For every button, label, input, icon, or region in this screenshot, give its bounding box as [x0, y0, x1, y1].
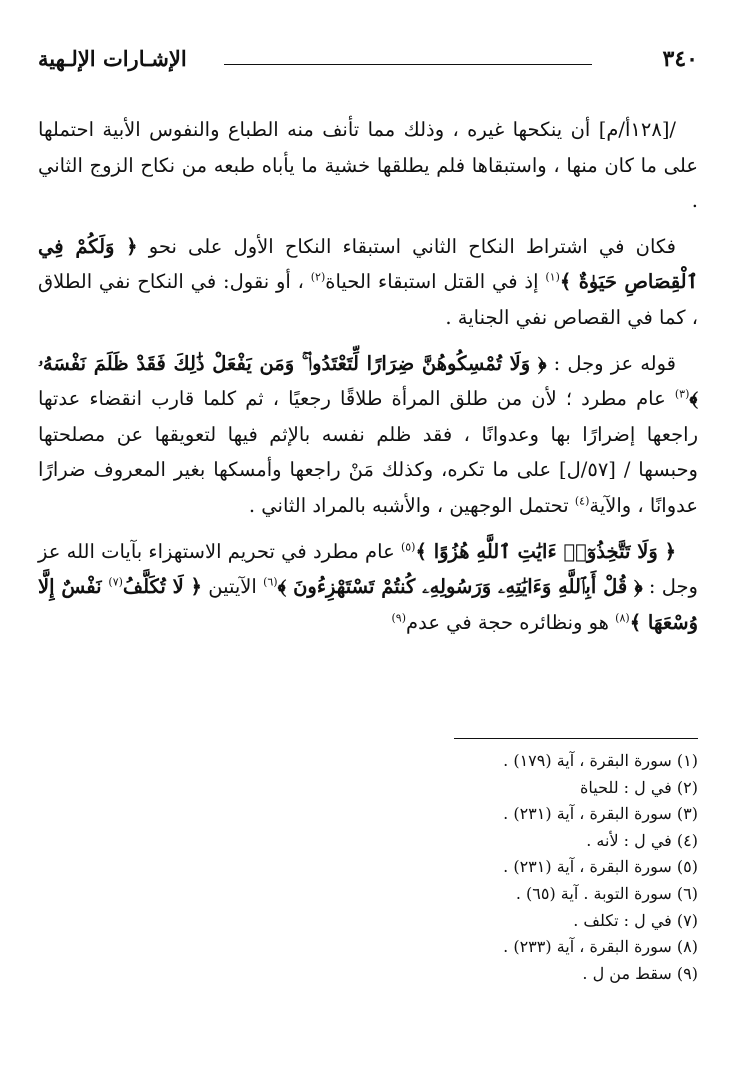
paragraph-2-text-a: فكان في اشتراط النكاح الثاني استبقاء النكاح الأول على نحو [148, 234, 676, 258]
quran-verse-1: ﴿ وَلَكُمْ فِي ٱلْقِصَاصِ حَيَوٰةٌ ﴾ [38, 234, 698, 294]
footnote-ref-3: (٣) [674, 387, 690, 401]
footnote-ref-9: (٩) [391, 611, 407, 625]
footnote-ref-6: (٦) [263, 575, 278, 589]
footnote-9: (٩) سقط من ل . [582, 963, 698, 983]
footnote-4: (٤) في ل : لأنه . [586, 830, 698, 850]
footnote-ref-7: (٧) [108, 575, 123, 589]
page-header [38, 44, 698, 80]
quran-verse-5b: نَفْسٌ إِلَّا وُسْعَهَا ﴾ [38, 575, 698, 634]
footnote-separator [454, 738, 698, 739]
paragraph-4 [38, 534, 698, 641]
footnote-ref-2: (٢) [310, 270, 326, 284]
footnote-3: (٣) سورة البقرة ، آية (٢٣١) . [503, 804, 698, 824]
footnote-6: (٦) سورة التوبة . آية (٦٥) . [515, 883, 698, 903]
running-title: الإشـارات الإلـهية [38, 46, 187, 71]
footnote-ref-8: (٨) [615, 611, 630, 625]
paragraph-4-text-c: هو ونظائره حجة في عدم [406, 610, 616, 634]
footnote-8: (٨) سورة البقرة ، آية (٢٣٣) . [503, 937, 698, 957]
footnote-1: (١) سورة البقرة ، آية (١٧٩) . [503, 751, 698, 770]
header-rule [224, 64, 592, 65]
paragraph-3 [38, 346, 698, 524]
quran-verse-2: ﴿ وَلَا تُمْسِكُوهُنَّ ضِرَارًا لِّتَعْتَدُوا۟ ۚ وَمَن يَفْعَلْ ذَٰلِكَ فَقَدْ ظَلَمَ نَفْسَهُۥ ﴾ [38, 351, 698, 411]
paragraph-3-text-a: قوله عز وجل : [546, 351, 676, 375]
footnotes [300, 748, 698, 987]
footnote-ref-5: (٥) [400, 540, 416, 554]
page-number: ٣٤٠ [662, 46, 698, 72]
paragraph-2-text-b: إذ في القتل استبقاء الحياة [325, 270, 546, 294]
paragraph-2-text-c: ، أو نقول: في النكاح نفي الطلاق ، كما في القصاص نفي الجناية . [38, 270, 698, 329]
paragraph-2 [38, 229, 698, 336]
footnote-5: (٥) سورة البقرة ، آية (٢٣١) . [503, 857, 698, 877]
paragraph-3-text-b: عام مطرد ؛ لأن من طلق المرأة طلاقًا رجعيًا ، ثم كلما قارب انقضاء عدتها راجعها إضرارًا بها وعدوانًا ، فقد ظلم نفسه بالإثم فيها لتعويقها عن مصلحتها وحبسها / [٥٧/ل] على ما تكره، وكذلك مَنْ راجعها وأمسكها بغير المعروف ضرارًا عدوانًا ، والآية [38, 387, 698, 517]
quran-verse-4: ﴿ قُلْ أَبِٱللَّهِ وَءَايَٰتِهِۦ وَرَسُولِهِۦ كُنتُمْ تَسْتَهْزِءُونَ ﴾ [277, 575, 643, 599]
footnote-7: (٧) في ل : تكلف . [573, 910, 698, 930]
quran-verse-3: ﴿ وَلَا تَتَّخِذُوٓا۟ ءَايَٰتِ ٱللَّهِ هُزُوًا ﴾ [415, 539, 676, 563]
paragraph-1 [38, 112, 698, 219]
footnote-2: (٢) في ل : للحياة [579, 777, 698, 797]
paragraph-3-text-c: تحتمل الوجهين ، والأشبه بالمراد الثاني . [248, 493, 575, 517]
footnote-ref-4: (٤) [574, 494, 590, 508]
paragraph-1-text: /[١٢٨أ/م] أن ينكحها غيره ، وذلك مما تأنف منه الطباع والنفوس الأبية احتملها على ما كان منها ، واستبقاها فلم يطلقها خشية ما يأباه طبعه من نكاح الزوج الثاني . [38, 118, 698, 213]
body-text [38, 112, 698, 650]
paragraph-4-text-a: عام مطرد في تحريم الاستهزاء بآيات الله عز وجل : [38, 539, 698, 599]
footnote-ref-1: (١) [545, 270, 560, 284]
paragraph-4-text-b: الآيتين [201, 575, 264, 599]
quran-verse-5a: ﴿ لَا تُكَلَّفُ [122, 575, 202, 599]
